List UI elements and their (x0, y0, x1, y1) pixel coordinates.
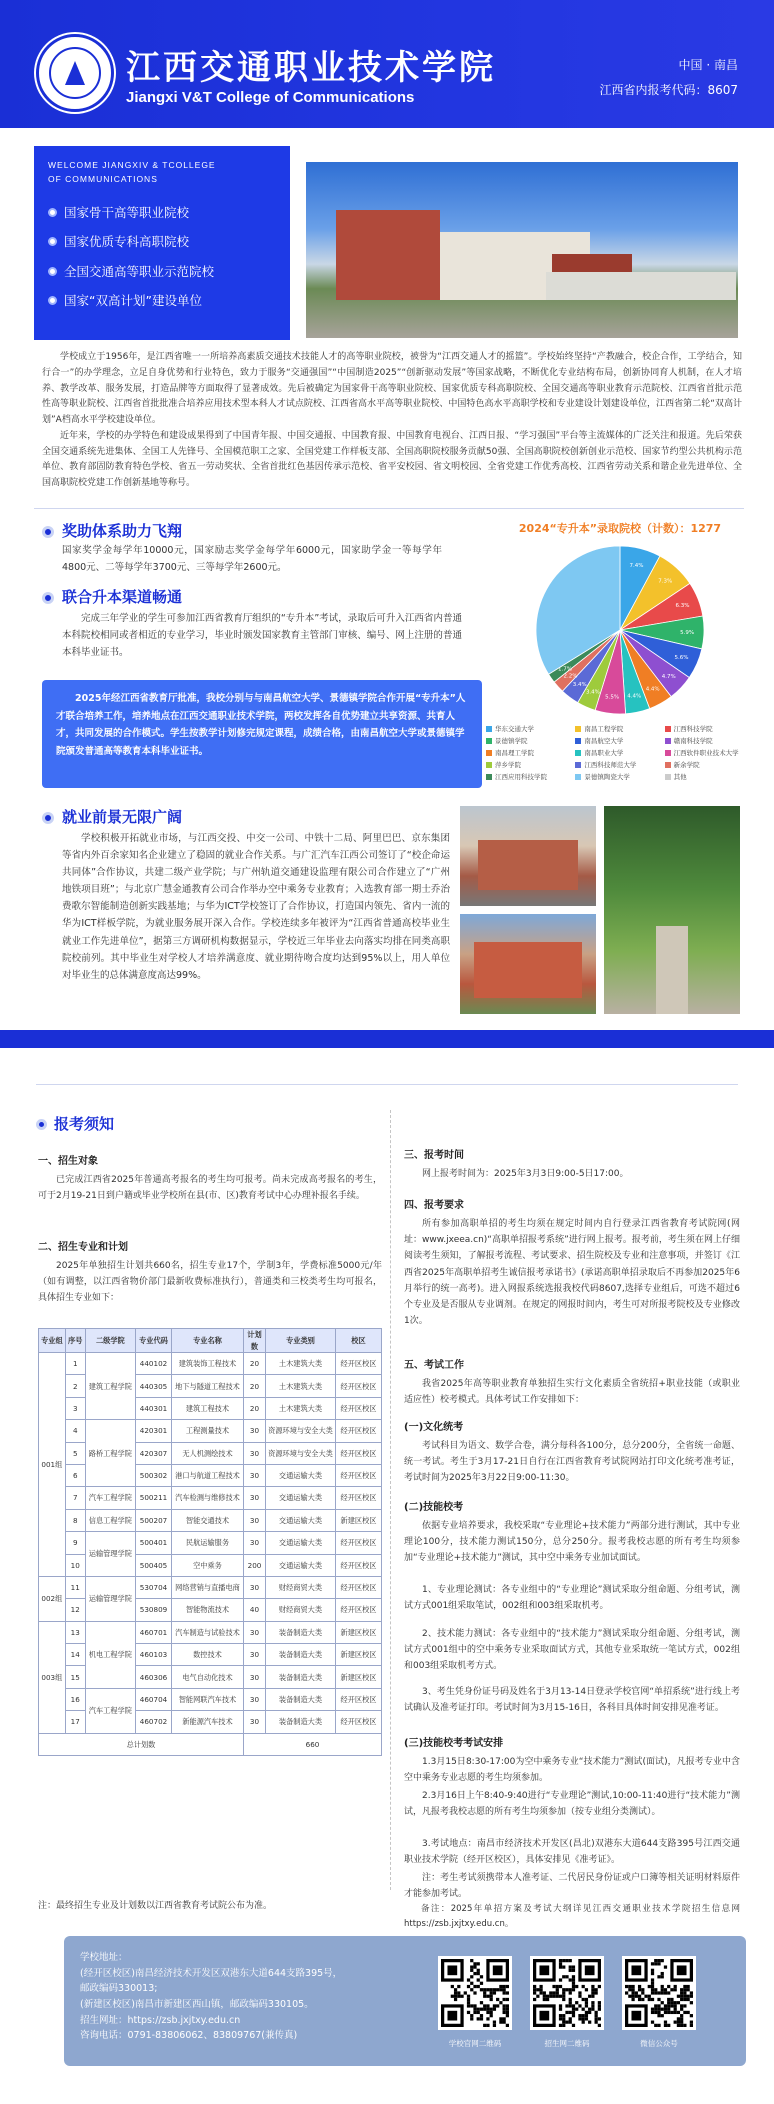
table-row (39, 1576, 382, 1598)
table-cell: 数控技术 (172, 1644, 244, 1666)
table-header-cell: 计划数 (244, 1329, 266, 1353)
legend-label: 南昌航空大学 (584, 737, 624, 746)
table-cell: 460306 (136, 1666, 172, 1688)
qr-caption: 招生网二维码 (544, 2039, 590, 2048)
table-cell: 运输管理学院 (85, 1532, 135, 1577)
legend-label: 景德镇学院 (495, 737, 528, 746)
section-divider (36, 1084, 738, 1085)
qr-code-wechat[interactable] (622, 1956, 696, 2030)
address-line: 邮政编码330013; (80, 1983, 158, 1995)
table-cell: 交通运输大类 (266, 1464, 336, 1486)
legend-label: 江西应用科技学院 (495, 773, 547, 782)
legend-swatch (575, 750, 581, 756)
table-cell: 交通运输大类 (266, 1509, 336, 1531)
table-cell: 财经商贸大类 (266, 1576, 336, 1598)
table-row (39, 1733, 382, 1755)
website-line[interactable]: 招生网址：https://zsb.jxjtxy.edu.cn (80, 2014, 241, 2026)
table-cell: 12 (65, 1599, 85, 1621)
legend-swatch (665, 738, 671, 744)
heading-schedule: (三)技能校考考试安排 (404, 1738, 504, 1749)
table-row (39, 1621, 382, 1643)
heading-skill-exam: (二)技能校考 (404, 1502, 464, 1513)
skill-exam-item: 2、技术能力测试：各专业组中的“技术能力”测试采取分组命题、分组考试，测试方式001组中的空中乘务专业采取面试方式，其他专业采取统一笔试方式，002组和003组采取机考方式。 (404, 1629, 740, 1672)
table-cell: 460702 (136, 1711, 172, 1733)
table-cell: 20 (244, 1353, 266, 1375)
table-cell: 30 (244, 1532, 266, 1554)
pie-data-label: 7.3% (658, 578, 673, 585)
welcome-box (34, 146, 290, 340)
legend-label: 新余学院 (673, 761, 700, 770)
applicants-text: 已完成江西省2025年普通高考报名的考生均可报考。尚未完成高考报名的考生，可于2月19-21日到户籍或毕业学校所在县(市、区)教育考试中心办理补报名手续。 (38, 1175, 382, 1202)
table-cell: 地下与隧道工程技术 (172, 1375, 244, 1397)
upgrade-text: 完成三年学业的学生可参加江西省教育厅组织的“专升本”考试，录取后可升入江西省内普通本科院校相同或者相近的专业学习，毕业时颁发国家教育主管部门审核、编号、网上注册的普通本科毕业证书。 (62, 613, 462, 659)
table-cell: 500405 (136, 1554, 172, 1576)
honor-item: 国家“双高计划”建设单位 (48, 291, 276, 310)
campus-photo (460, 914, 596, 1014)
table-cell: 汽车检测与维修技术 (172, 1487, 244, 1509)
bullet-icon (48, 296, 57, 305)
table-cell: 运输管理学院 (85, 1576, 135, 1621)
college-name-cn: 江西交通职业技术学院 (126, 48, 496, 88)
table-cell: 440301 (136, 1397, 172, 1419)
table-cell: 汽车工程学院 (85, 1487, 135, 1509)
table-cell: 10 (65, 1554, 85, 1576)
table-cell: 530809 (136, 1599, 172, 1621)
legend-swatch (575, 774, 581, 780)
table-cell: 16 (65, 1688, 85, 1710)
table-cell: 30 (244, 1509, 266, 1531)
table-cell: 总计划数 (39, 1733, 244, 1755)
table-row (39, 1420, 382, 1442)
table-cell: 30 (244, 1464, 266, 1486)
table-cell: 建筑工程学院 (85, 1353, 135, 1420)
legend-item (665, 772, 750, 782)
pie-data-label: 6.3% (675, 603, 690, 610)
legend-item (486, 760, 571, 770)
table-cell: 30 (244, 1711, 266, 1733)
enrollment-plan-table (38, 1328, 382, 1756)
table-cell: 装备制造大类 (266, 1644, 336, 1666)
plan-text: 2025年单独招生计划共660名，招生专业17个，学制3年，学费标准5000元/年（如有调整，以江西省物价部门最新收费标准执行），普通类和三校类考生均可报名，具体招生专业如下： (38, 1261, 382, 1304)
table-cell: 13 (65, 1621, 85, 1643)
table-cell: 30 (244, 1487, 266, 1509)
legend-item (575, 736, 660, 746)
table-row (39, 1509, 382, 1531)
header-banner (0, 0, 774, 128)
legend-swatch (665, 774, 671, 780)
joint-program-highlight: 2025年经江西省教育厅批准，我校分别与与南昌航空大学、景德镇学院合作开展“专升本”人才联合培养工作，培养地点在江西交通职业技术学院，两校发挥各自优势建立共享资源、共育人才，共同发展的合作模式。学生按教学计划修完规定课程，成绩合格，由南昌航空大学或景德镇学院颁发普通高等教育本科毕业证书。 (42, 680, 482, 788)
table-cell: 11 (65, 1576, 85, 1598)
pie-data-label: 4.7% (661, 674, 676, 681)
legend-item (486, 748, 571, 758)
legend-item (486, 724, 571, 734)
table-cell: 土木建筑大类 (266, 1375, 336, 1397)
table-cell: 资源环境与安全大类 (266, 1442, 336, 1464)
legend-label: 萍乡学院 (495, 761, 521, 770)
table-cell: 装备制造大类 (266, 1711, 336, 1733)
table-cell: 8 (65, 1509, 85, 1531)
legend-swatch (665, 762, 671, 768)
table-cell: 经开区校区 (336, 1576, 382, 1598)
table-cell: 001组 (39, 1353, 66, 1577)
table-cell: 500302 (136, 1464, 172, 1486)
table-cell: 新建区校区 (336, 1621, 382, 1643)
table-header-cell: 校区 (336, 1329, 382, 1353)
table-cell: 智能交通技术 (172, 1509, 244, 1531)
table-cell: 2 (65, 1375, 85, 1397)
table-cell: 30 (244, 1420, 266, 1442)
campus-photo (604, 806, 740, 1014)
legend-item (665, 724, 750, 734)
table-cell: 经开区校区 (336, 1554, 382, 1576)
section-divider (34, 508, 744, 509)
table-cell: 智能物流技术 (172, 1599, 244, 1621)
table-row (39, 1688, 382, 1710)
address-line: (经开区校区)南昌经济技术开发区双港东大道644支路395号， (80, 1967, 343, 1979)
table-row (39, 1487, 382, 1509)
legend-label: 南昌工程学院 (584, 725, 624, 733)
pie-data-label: 2.2% (563, 673, 578, 680)
table-cell: 港口与航道工程技术 (172, 1464, 244, 1486)
table-cell: 新建区校区 (336, 1666, 382, 1688)
chart-title: 2024“专升本”录取院校（计数）：1277 (518, 522, 722, 535)
table-cell: 500211 (136, 1487, 172, 1509)
pie-data-label: 1.7% (557, 666, 572, 673)
table-cell: 经开区校区 (336, 1688, 382, 1710)
legend-label: 江西科技师范大学 (584, 761, 637, 770)
table-cell: 经开区校区 (336, 1397, 382, 1419)
admission-pie-chart (500, 540, 740, 720)
legend-item (575, 724, 660, 734)
bullet-icon (48, 208, 57, 217)
table-cell: 汽车制造与试验技术 (172, 1621, 244, 1643)
table-cell: 装备制造大类 (266, 1666, 336, 1688)
pie-data-label: 7.4% (629, 562, 644, 569)
table-header-cell: 专业类别 (266, 1329, 336, 1353)
phone-line: 咨询电话：0791-83806062、83809767(兼传真) (80, 2030, 298, 2042)
legend-label: 江西软件职业技术大学 (673, 749, 739, 758)
legend-swatch (486, 762, 492, 768)
blue-divider-band (0, 1030, 774, 1048)
time-text: 网上报考时间为：2025年3月3日9:00-5日17:00。 (422, 1169, 629, 1179)
table-cell: 460103 (136, 1644, 172, 1666)
table-header-cell: 专业组 (39, 1329, 66, 1353)
table-cell: 网络营销与直播电商 (172, 1576, 244, 1598)
legend-swatch (486, 750, 492, 756)
college-intro: 学校成立于1956年，是江西省唯一一所培养高素质交通技术技能人才的高等职业院校，被誉为“江西交通人才的摇篮”。学校始终坚持“产教融合，校企合作，工学结合，知行合一”的办学理念，立足自身优势和行业特色，致力于服务“交通强国”“中国制造2025”“创新驱动发展”等国家战略，不断优化专业结构布局，创新协同育人机制，在人才培养、教学改革、服务发展，打造品牌等方面取得了显著成效。先后被确定为国家骨干高等职业院校、国家优质专科高职院校、全国交通高等职业教育示范院校、江西省首批示范性高等职业院校、江西省首批批准合培养应用技术型本科人才试点院校、江西省高水平高等职业院校、中国特色高水平高职学校和专业建设计划建设单位，江西省第二轮“双高计划”A档高水平学校建设单位。 近年来，学校的办学特色和建设成果得到了中国青年报、中国交通报、中国教育报、中国教育电视台、江西日报、“学习强国”平台等主流媒体的广泛关注和报道。先后荣获全国交通系统先进集体、全国工人先锋号、全国模范职工之家、全国党建工作样板支部、全国高职院校服务贡献50强、全国高职院校创新创业示范校、国家节约型公共机构示范单位、教育部固防教育特色学校、省五一劳动奖状、全省首批红色基因传承示范校、省平安校园、省文明校园、全省党建工作优秀高校、江西省劳动关系和谐企业先进单位、全国高职院校党建工作创新基地等称号。 (42, 352, 742, 488)
college-logo (36, 34, 114, 112)
table-cell: 信息工程学院 (85, 1509, 135, 1531)
legend-swatch (575, 762, 581, 768)
table-cell: 002组 (39, 1576, 66, 1621)
section-bullet-icon (42, 526, 54, 538)
honor-list (48, 203, 276, 311)
welcome-title: WELCOME JIANGXIV & TCOLLEGE OF COMMUNICATIONS (48, 160, 216, 185)
legend-swatch (575, 726, 581, 732)
honor-item: 国家骨干高等职业院校 (48, 203, 276, 222)
legend-item (575, 748, 660, 758)
pie-data-label: 5.9% (680, 630, 695, 637)
schedule-item: 2.3月16日上午8:40-9:40进行“专业理论”测试,10:00-11:40进行“技术能力”测试，凡报考我校志愿的所有考生均须参加（按专业组分类测试）。 (404, 1791, 740, 1818)
table-header-cell: 二级学院 (85, 1329, 135, 1353)
table-cell: 1 (65, 1353, 85, 1375)
legend-swatch (486, 738, 492, 744)
schedule-note: 注：考生考试须携带本人准考证、二代居民身份证或户口簿等相关证明材料原件才能参加考试。 (404, 1873, 740, 1900)
table-cell: 460704 (136, 1688, 172, 1710)
legend-swatch (486, 774, 492, 780)
table-cell: 440102 (136, 1353, 172, 1375)
legend-swatch (665, 726, 671, 732)
employment-text: 学校积极开拓就业市场，与江西交投、中交一公司、中铁十二局、阿里巴巴、京东集团等省内外百余家知名企业建立了稳固的就业合作关系。与广汇汽车江西公司签订了“校企命运共同体”合作协议，共建二级产业学院；与广州轨道交通建设监理有限公司合作建立了“广州地铁项目班”；与北京广慧金通教育公司合作举办空中乘务专业教育；入选教育部一期士乔治费歌尔智能制造创新实践基地；与华为ICT学校签订了合作协议，打造国内领先、省内一流的华为ICT样板学院，为就业服务展开深入合作。学校连续多年被评为“江西省普通高校毕业生就业工作先进单位”，据第三方调研机构数据显示，学校近三年毕业去向落实均排在同类高职院校前列。其中毕业生对学校人才培养满意度、就业期待吻合度均达到95%以上，用人单位对毕业生的总体满意度高达99%。 (62, 833, 450, 981)
table-cell: 新建区校区 (336, 1644, 382, 1666)
table-cell: 财经商贸大类 (266, 1599, 336, 1621)
campus-photo (460, 806, 596, 906)
table-cell: 经开区校区 (336, 1353, 382, 1375)
legend-item (575, 760, 660, 770)
table-cell: 经开区校区 (336, 1442, 382, 1464)
table-cell: 20 (244, 1397, 266, 1419)
table-header-cell: 专业代码 (136, 1329, 172, 1353)
heading-applicants: 一、招生对象 (38, 1156, 98, 1167)
schedule-item: 3.考试地点：南昌市经济技术开发区(昌北)双港东大道644支路395号江西交通职业技术学院（经开区校区），具体安排见《准考证》。 (404, 1839, 740, 1866)
legend-item (486, 772, 571, 782)
table-cell: 17 (65, 1711, 85, 1733)
table-cell: 14 (65, 1644, 85, 1666)
table-cell: 460701 (136, 1621, 172, 1643)
pie-data-label: 5.5% (605, 694, 620, 701)
table-cell: 30 (244, 1644, 266, 1666)
table-cell: 660 (244, 1733, 382, 1755)
pie-data-label: 3.4% (572, 681, 587, 688)
section-title-employment: 就业前景无限广阔 (42, 806, 182, 829)
schedule-remark: 备注：2025年单招方案及考试大纲详见江西交通职业技术学院招生信息网https://zsb.jxjtxy.edu.cn。 (404, 1904, 740, 1930)
table-cell: 500207 (136, 1509, 172, 1531)
table-row (39, 1532, 382, 1554)
section-title-scholarship: 奖助体系助力飞翔 (42, 520, 182, 543)
section-bullet-icon (36, 1119, 47, 1130)
table-cell: 5 (65, 1442, 85, 1464)
address-label: 学校地址： (80, 1952, 128, 1963)
table-cell: 30 (244, 1576, 266, 1598)
table-cell: 7 (65, 1487, 85, 1509)
qr-caption: 微信公众号 (640, 2039, 678, 2048)
table-cell: 交通运输大类 (266, 1532, 336, 1554)
table-cell: 机电工程学院 (85, 1621, 135, 1688)
exam-text: 我省2025年高等职业教育单独招生实行文化素质全省统招+职业技能（或职业适应性）校考模式。具体考试工作安排如下： (404, 1379, 740, 1406)
table-header-cell: 专业名称 (172, 1329, 244, 1353)
qr-code-website[interactable] (438, 1956, 512, 2030)
table-cell: 建筑工程技术 (172, 1397, 244, 1419)
bullet-icon (48, 267, 57, 276)
legend-label: 南昌理工学院 (495, 749, 534, 758)
table-cell: 9 (65, 1532, 85, 1554)
table-cell: 新能源汽车技术 (172, 1711, 244, 1733)
legend-label: 景德镇陶瓷大学 (584, 773, 630, 782)
legend-label: 华东交通大学 (495, 725, 534, 733)
table-cell: 420301 (136, 1420, 172, 1442)
address-line: (新建区校区)南昌市新建区西山镇，邮政编码330105。 (80, 1999, 314, 2011)
table-cell: 3 (65, 1397, 85, 1419)
column-divider (390, 1110, 391, 1890)
pie-data-label: 4.4% (627, 693, 642, 700)
table-cell: 200 (244, 1554, 266, 1576)
table-cell: 土木建筑大类 (266, 1353, 336, 1375)
campus-photo (306, 162, 738, 338)
table-cell: 经开区校区 (336, 1375, 382, 1397)
table-cell: 无人机测绘技术 (172, 1442, 244, 1464)
culture-exam-text: 考试科目为语文、数学合卷，满分每科各100分，总分200分，全省统一命题、统一考试。考生于3月17-21日自行在江西省教育考试院网站打印文化统考准考证，考试时间为2025年3月22日9:00-11:30。 (404, 1441, 740, 1484)
location-text: 中国 · 南昌 (678, 58, 738, 72)
table-cell: 交通运输大类 (266, 1554, 336, 1576)
chart-legend (486, 724, 750, 782)
exam-code-text: 江西省内报考代码：8607 (599, 83, 738, 97)
legend-item (665, 736, 750, 746)
scholarship-text: 国家奖学金每学年10000元，国家励志奖学金每学年6000元，国家助学金一等每学年4800元、二等每学年3700元、三等每学年2600元。 (62, 545, 442, 574)
skill-exam-text: 依据专业培养要求，我校采取“专业理论+技术能力”两部分进行测试，其中专业理论100分，技术能力测试150分，总分250分。报考我校志愿的所有考生均须参加“专业理论+技术能力”测试，其中空中乘务专业加试面试。 (404, 1521, 740, 1564)
table-cell: 15 (65, 1666, 85, 1688)
table-cell: 经开区校区 (336, 1599, 382, 1621)
legend-label: 江西科技学院 (673, 725, 713, 733)
table-cell: 经开区校区 (336, 1420, 382, 1442)
table-cell: 经开区校区 (336, 1487, 382, 1509)
table-cell: 420307 (136, 1442, 172, 1464)
table-cell: 工程测量技术 (172, 1420, 244, 1442)
table-cell: 440305 (136, 1375, 172, 1397)
schedule-item: 1.3月15日8:30-17:00为空中乘务专业“技术能力”测试(面试)，凡报考专业中含空中乘务专业志愿的考生均须参加。 (404, 1757, 740, 1784)
table-cell: 装备制造大类 (266, 1621, 336, 1643)
table-cell: 40 (244, 1599, 266, 1621)
legend-item (575, 772, 660, 782)
table-cell: 4 (65, 1420, 85, 1442)
legend-swatch (665, 750, 671, 756)
table-cell: 资源环境与安全大类 (266, 1420, 336, 1442)
legend-swatch (486, 726, 492, 732)
table-cell: 20 (244, 1375, 266, 1397)
qr-caption: 学校官网二维码 (448, 2039, 502, 2048)
table-cell: 土木建筑大类 (266, 1397, 336, 1419)
table-cell: 经开区校区 (336, 1711, 382, 1733)
table-cell: 30 (244, 1442, 266, 1464)
table-cell: 530704 (136, 1576, 172, 1598)
legend-swatch (575, 738, 581, 744)
bullet-icon (48, 237, 57, 246)
table-cell: 电气自动化技术 (172, 1666, 244, 1688)
table-cell: 经开区校区 (336, 1464, 382, 1486)
pie-data-label: 5.6% (674, 655, 689, 662)
notice-title: 报考须知 (36, 1113, 114, 1136)
section-bullet-icon (42, 592, 54, 604)
legend-item (486, 736, 571, 746)
table-cell: 建筑装饰工程技术 (172, 1353, 244, 1375)
pie-data-label: 3.4% (585, 689, 600, 696)
heading-time: 三、报考时间 (404, 1150, 464, 1161)
qr-code-admission[interactable] (530, 1956, 604, 2030)
legend-label: 南昌职业大学 (584, 749, 624, 758)
table-cell: 装备制造大类 (266, 1688, 336, 1710)
table-cell: 经开区校区 (336, 1532, 382, 1554)
table-header-cell: 序号 (65, 1329, 85, 1353)
table-cell: 003组 (39, 1621, 66, 1733)
table-cell: 6 (65, 1464, 85, 1486)
legend-item (665, 748, 750, 758)
honor-item: 国家优质专科高职院校 (48, 232, 276, 251)
table-cell: 空中乘务 (172, 1554, 244, 1576)
college-name-en: Jiangxi V&T College of Communications (126, 89, 415, 106)
table-cell: 新建区校区 (336, 1509, 382, 1531)
legend-label: 其他 (673, 773, 687, 782)
table-cell: 30 (244, 1666, 266, 1688)
heading-requirements: 四、报考要求 (404, 1200, 464, 1211)
table-cell: 智能网联汽车技术 (172, 1688, 244, 1710)
table-cell: 交通运输大类 (266, 1487, 336, 1509)
legend-label: 赣南科技学院 (673, 737, 713, 746)
skill-exam-item: 3、考生凭身份证号码及姓名于3月13-14日登录学校官网“单招系统”进行线上考试确认及准考证打印。考试时间为3月15-16日，各科目具体时间安排见准考证。 (404, 1687, 740, 1714)
table-cell: 30 (244, 1688, 266, 1710)
table-cell: 民航运输服务 (172, 1532, 244, 1554)
skill-exam-item: 1、专业理论测试：各专业组中的“专业理论”测试采取分组命题、分组考试，测试方式001组采取笔试，002组和003组采取机考。 (404, 1585, 740, 1612)
table-cell: 500401 (136, 1532, 172, 1554)
table-row (39, 1353, 382, 1375)
heading-exam: 五、考试工作 (404, 1360, 464, 1371)
pie-data-label: 4.4% (645, 686, 660, 693)
section-bullet-icon (42, 812, 54, 824)
table-cell: 30 (244, 1621, 266, 1643)
requirements-text: 所有参加高职单招的考生均须在规定时间内自行登录江西省教育考试院网(网址：www.jxeea.cn)“高职单招报考系统”进行网上报考。报考前，考生须在网上仔细阅读考生须知，了解报考流程、考试要求、招生院校及专业和注意事项，并签订《江西省2025年高职单招考生诚信报考承诺书》(承诺高职单招录取后不再参加2025年6月举行的统一高考)。进入网报系统选报我校代码8607,选择专业组后，可选不超过6个专业及是否服从专业调剂。在规定的网报时间内，考生可对所报考院校及专业修改1次。 (404, 1219, 740, 1327)
table-cell: 汽车工程学院 (85, 1688, 135, 1733)
heading-culture-exam: (一)文化统考 (404, 1422, 464, 1433)
section-title-upgrade: 联合升本渠道畅通 (42, 586, 182, 609)
table-note: 注：最终招生专业及计划数以江西省教育考试院公布为准。 (38, 1901, 273, 1911)
legend-item (665, 760, 750, 770)
heading-plan: 二、招生专业和计划 (38, 1242, 128, 1253)
honor-item: 全国交通高等职业示范院校 (48, 262, 276, 281)
table-cell: 路桥工程学院 (85, 1420, 135, 1487)
